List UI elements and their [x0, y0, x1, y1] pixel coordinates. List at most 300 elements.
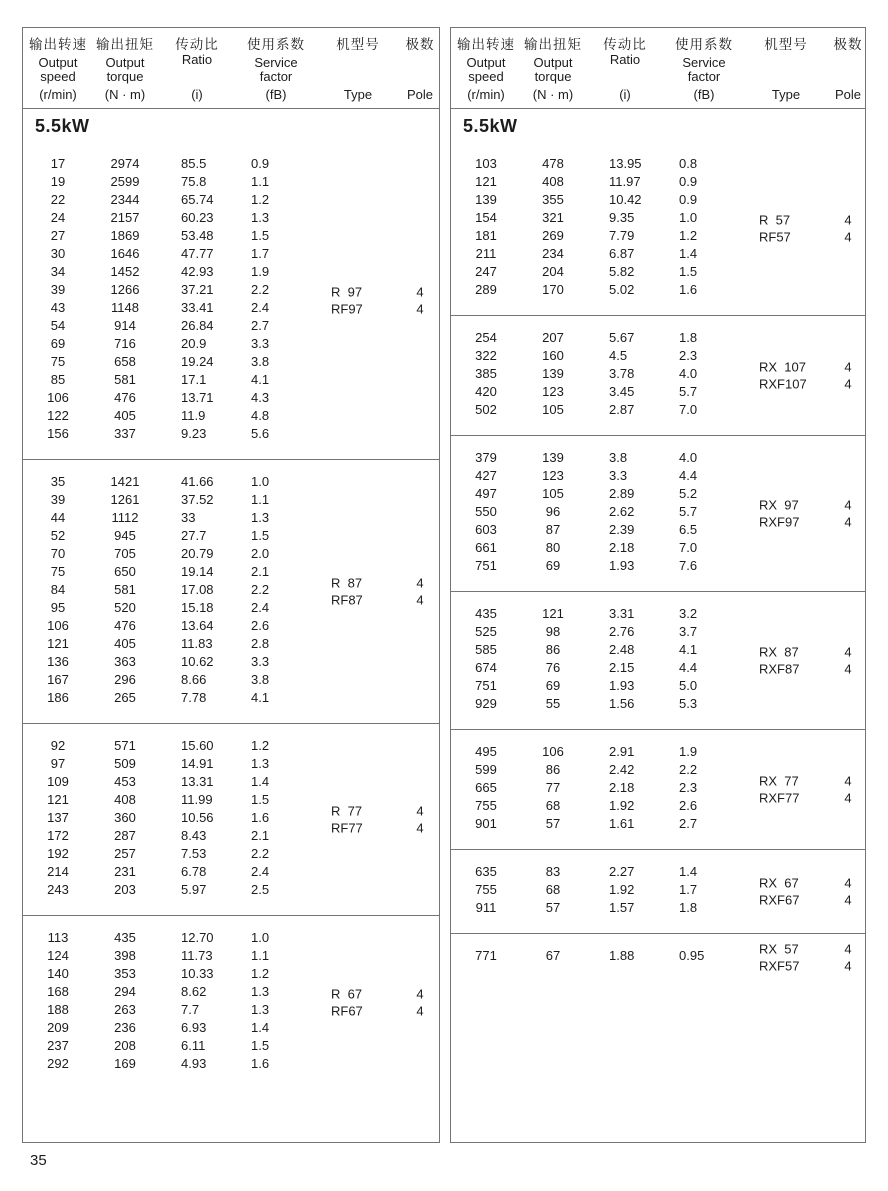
- output-torque-value: 337: [114, 426, 136, 441]
- output-speed-value: 214: [47, 864, 69, 879]
- pole-value: 4: [416, 575, 424, 590]
- column-header-zh-label: 输出转速: [457, 37, 515, 52]
- gear-ratio-group: [451, 933, 865, 981]
- output-torque-value: 83: [545, 864, 561, 879]
- output-torque-value: 1452: [110, 264, 140, 279]
- service-factor-value: 2.1: [251, 828, 270, 843]
- type-value: RF57: [759, 229, 791, 245]
- ratio-value: 15.18: [181, 600, 214, 615]
- pole-value: 4: [844, 212, 852, 227]
- type-pole-block: [743, 496, 867, 531]
- ratio-value: 17.1: [181, 372, 207, 387]
- output-speed-value: 243: [47, 882, 69, 897]
- rating-groups: [23, 142, 439, 1089]
- gear-ratio-group: [23, 915, 439, 1089]
- ratio-value: 17.08: [181, 582, 214, 597]
- service-factor-value: 1.3: [251, 984, 270, 999]
- type-row: [743, 643, 867, 661]
- ratio-value: 2.76: [609, 624, 635, 639]
- column-header-zh-label: 输出转速: [29, 37, 87, 52]
- output-torque-value: 67: [545, 948, 561, 963]
- output-torque-value: 294: [114, 984, 136, 999]
- pole-value: 4: [416, 1003, 424, 1019]
- service-factor-value: 1.5: [679, 264, 698, 279]
- ratio-value: 60.23: [181, 210, 214, 225]
- ratio-value: 11.97: [609, 174, 641, 189]
- pole-value: 4: [844, 497, 852, 512]
- service-factor-value: 1.7: [251, 246, 270, 261]
- ratio-value: 5.67: [609, 330, 635, 345]
- column-header-unit-label: (i): [191, 87, 203, 102]
- output-torque-value: 1421: [110, 474, 140, 489]
- output-torque-value: 77: [545, 780, 561, 795]
- power-rating-title: 5.5kW: [35, 116, 90, 136]
- ratio-value: 2.27: [609, 864, 635, 879]
- column-header-unit-label: (N · m): [532, 87, 574, 102]
- output-speed-value: 168: [47, 984, 69, 999]
- output-torque-value: 476: [114, 618, 136, 633]
- output-speed-value: 19: [50, 174, 66, 189]
- ratio-value: 2.62: [609, 504, 635, 519]
- output-torque-value: 398: [114, 948, 136, 963]
- output-speed-value: 121: [475, 174, 497, 189]
- service-factor-value: 1.8: [679, 900, 698, 915]
- output-torque-value: 203: [114, 882, 136, 897]
- ratio-value: 1.88: [609, 948, 635, 963]
- type-row: [743, 514, 867, 532]
- output-torque-value: 581: [114, 582, 136, 597]
- output-speed-value: 109: [47, 774, 69, 789]
- type-value: RF97: [331, 301, 363, 317]
- service-factor-value: 2.7: [251, 318, 270, 333]
- pole-value: 4: [844, 941, 852, 956]
- output-speed-value: 172: [47, 828, 69, 843]
- gear-ratio-group: [451, 315, 865, 435]
- output-torque-value: 57: [545, 900, 561, 915]
- output-torque-value: 121: [542, 606, 564, 621]
- output-speed-value: 771: [475, 948, 497, 963]
- column-header-ratio: [585, 33, 665, 102]
- service-factor-value: 1.2: [251, 192, 270, 207]
- type-value: R 67: [331, 986, 363, 1001]
- output-torque-value: 86: [545, 762, 561, 777]
- service-factor-value: 1.6: [679, 282, 698, 297]
- service-factor-value: 5.0: [679, 678, 698, 693]
- output-speed-value: 22: [50, 192, 66, 207]
- output-torque-value: 476: [114, 390, 136, 405]
- output-torque-value: 405: [114, 408, 136, 423]
- output-torque-value: 105: [542, 486, 564, 501]
- column-header-en-label: Ratio: [609, 52, 641, 67]
- output-speed-value: 599: [475, 762, 497, 777]
- service-factor-value: 1.1: [251, 948, 270, 963]
- column-header-pole: [829, 33, 867, 102]
- type-value: R 77: [331, 803, 363, 818]
- output-speed-value: 254: [475, 330, 497, 345]
- output-speed-value: 95: [50, 600, 66, 615]
- ratio-value: 1.56: [609, 696, 635, 711]
- output-speed-value: 292: [47, 1056, 69, 1071]
- column-header-unit-label: Pole: [406, 87, 434, 102]
- column-header-output-speed: [23, 33, 93, 102]
- service-factor-value: 0.8: [679, 156, 698, 171]
- service-factor-value: 2.6: [679, 798, 698, 813]
- pole-value: 4: [844, 514, 852, 530]
- type-value: RXF77: [759, 790, 800, 806]
- pole-value: 4: [416, 986, 424, 1001]
- output-torque-value: 139: [542, 366, 564, 381]
- output-torque-value: 705: [114, 546, 136, 561]
- gear-ratio-group: [451, 142, 865, 315]
- output-torque-value: 170: [542, 282, 564, 297]
- output-torque-value: 716: [114, 336, 136, 351]
- type-row: [743, 661, 867, 679]
- column-header-zh-label: 极数: [833, 37, 863, 52]
- output-speed-value: 122: [47, 408, 69, 423]
- type-value: RXF97: [759, 514, 800, 530]
- output-speed-value: 289: [475, 282, 497, 297]
- output-torque-value: 68: [545, 882, 561, 897]
- pole-value: 4: [416, 284, 424, 299]
- type-row: [743, 358, 867, 376]
- service-factor-value: 1.9: [679, 744, 698, 759]
- output-torque-value: 207: [542, 330, 564, 345]
- output-speed-value: 751: [475, 678, 497, 693]
- output-speed-value: 525: [475, 624, 497, 639]
- ratio-value: 15.60: [181, 738, 214, 753]
- output-speed-value: 181: [475, 228, 497, 243]
- output-speed-value: 75: [50, 354, 66, 369]
- column-header-output-speed: [451, 33, 521, 102]
- output-torque-value: 478: [542, 156, 564, 171]
- type-value: RXF87: [759, 661, 800, 677]
- ratio-value: 2.18: [609, 540, 635, 555]
- type-row: [315, 820, 439, 838]
- ratio-value: 37.52: [181, 492, 214, 507]
- ratio-value: 1.93: [609, 558, 635, 573]
- output-torque-value: 160: [542, 348, 564, 363]
- output-speed-value: 69: [50, 336, 66, 351]
- column-header-pole: [401, 33, 439, 102]
- service-factor-value: 5.6: [251, 426, 270, 441]
- output-torque-value: 945: [114, 528, 136, 543]
- output-speed-value: 35: [50, 474, 66, 489]
- output-torque-value: 69: [545, 558, 561, 573]
- output-torque-value: 1646: [110, 246, 140, 261]
- type-value: RXF67: [759, 892, 800, 908]
- column-header-en-label: Service factor: [682, 54, 726, 84]
- output-speed-value: 497: [475, 486, 497, 501]
- ratio-value: 65.74: [181, 192, 214, 207]
- output-torque-value: 571: [114, 738, 136, 753]
- service-factor-value: 6.5: [679, 522, 698, 537]
- type-row: [743, 892, 867, 910]
- column-header-zh-label: 机型号: [336, 37, 380, 52]
- ratio-value: 5.82: [609, 264, 635, 279]
- output-torque-value: 509: [114, 756, 136, 771]
- output-torque-value: 96: [545, 504, 561, 519]
- ratio-value: 3.8: [609, 450, 628, 465]
- pole-value: 4: [416, 592, 424, 608]
- pole-value: 4: [844, 892, 852, 908]
- service-factor-value: 3.8: [251, 354, 270, 369]
- service-factor-value: 1.4: [679, 246, 698, 261]
- output-speed-value: 585: [475, 642, 497, 657]
- ratio-value: 8.66: [181, 672, 207, 687]
- pole-value: 4: [416, 803, 424, 818]
- column-header-service-factor: [665, 33, 743, 102]
- type-pole-block: [743, 772, 867, 807]
- type-pole-block: [743, 940, 867, 975]
- service-factor-value: 4.3: [251, 390, 270, 405]
- service-factor-value: 2.3: [679, 348, 698, 363]
- output-torque-value: 68: [545, 798, 561, 813]
- ratio-value: 2.87: [609, 402, 635, 417]
- output-speed-value: 154: [475, 210, 497, 225]
- ratio-value: 4.5: [609, 348, 628, 363]
- ratio-value: 2.15: [609, 660, 635, 675]
- type-pole-block: [315, 283, 439, 318]
- type-value: R 57: [759, 212, 791, 227]
- ratio-value: 2.91: [609, 744, 635, 759]
- service-factor-value: 0.95: [679, 948, 705, 963]
- type-value: R 87: [331, 575, 363, 590]
- output-speed-value: 322: [475, 348, 497, 363]
- ratio-value: 13.95: [609, 156, 642, 171]
- column-header-unit-label: Type: [343, 87, 373, 102]
- output-speed-value: 385: [475, 366, 497, 381]
- service-factor-value: 1.3: [251, 210, 270, 225]
- gear-ratio-group: [451, 729, 865, 849]
- output-torque-value: 69: [545, 678, 561, 693]
- type-row: [743, 376, 867, 394]
- ratio-value: 1.61: [609, 816, 635, 831]
- ratio-value: 2.89: [609, 486, 635, 501]
- output-torque-value: 287: [114, 828, 136, 843]
- output-speed-value: 665: [475, 780, 497, 795]
- output-torque-value: 208: [114, 1038, 136, 1053]
- service-factor-value: 5.3: [679, 696, 698, 711]
- column-header-zh-label: 使用系数: [247, 37, 305, 52]
- ratio-value: 26.84: [181, 318, 214, 333]
- ratio-value: 10.62: [181, 654, 214, 669]
- ratio-value: 53.48: [181, 228, 214, 243]
- type-pole-block: [743, 358, 867, 393]
- output-torque-value: 105: [542, 402, 564, 417]
- ratio-value: 9.23: [181, 426, 207, 441]
- service-factor-value: 2.7: [679, 816, 698, 831]
- type-pole-block: [743, 874, 867, 909]
- ratio-value: 13.64: [181, 618, 214, 633]
- type-row: [743, 940, 867, 958]
- service-factor-value: 1.4: [251, 1020, 270, 1035]
- type-row: [743, 958, 867, 976]
- pole-value: 4: [844, 376, 852, 392]
- output-speed-value: 54: [50, 318, 66, 333]
- service-factor-value: 0.9: [679, 192, 698, 207]
- type-pole-block: [315, 802, 439, 837]
- service-factor-value: 4.1: [251, 372, 270, 387]
- output-speed-value: 43: [50, 300, 66, 315]
- output-speed-value: 209: [47, 1020, 69, 1035]
- service-factor-value: 1.2: [251, 966, 270, 981]
- output-speed-value: 30: [50, 246, 66, 261]
- output-speed-value: 379: [475, 450, 497, 465]
- column-header-unit-label: (N · m): [104, 87, 146, 102]
- output-speed-value: 92: [50, 738, 66, 753]
- type-row: [743, 229, 867, 247]
- output-speed-value: 137: [47, 810, 69, 825]
- gear-ratio-group: [451, 591, 865, 729]
- column-header-zh-label: 机型号: [764, 37, 808, 52]
- ratio-value: 42.93: [181, 264, 214, 279]
- service-factor-value: 1.6: [251, 1056, 270, 1071]
- output-torque-value: 98: [545, 624, 561, 639]
- type-row: [743, 211, 867, 229]
- column-header-output-torque: [93, 33, 157, 102]
- table-header: [451, 28, 865, 109]
- ratio-value: 7.7: [181, 1002, 200, 1017]
- service-factor-value: 1.9: [251, 264, 270, 279]
- output-torque-value: 353: [114, 966, 136, 981]
- spec-table-left-half: [22, 27, 440, 1143]
- service-factor-value: 5.7: [679, 384, 698, 399]
- type-value: RX 87: [759, 644, 799, 659]
- ratio-value: 8.62: [181, 984, 207, 999]
- service-factor-value: 2.1: [251, 564, 270, 579]
- service-factor-value: 4.1: [251, 690, 270, 705]
- gear-ratio-group: [451, 849, 865, 933]
- service-factor-value: 0.9: [679, 174, 698, 189]
- output-speed-value: 635: [475, 864, 497, 879]
- ratio-value: 13.71: [181, 390, 214, 405]
- output-torque-value: 405: [114, 636, 136, 651]
- column-header-unit-label: Pole: [834, 87, 862, 102]
- service-factor-value: 1.5: [251, 528, 270, 543]
- ratio-value: 6.93: [181, 1020, 207, 1035]
- service-factor-value: 4.8: [251, 408, 270, 423]
- output-speed-value: 188: [47, 1002, 69, 1017]
- type-value: RX 67: [759, 875, 799, 890]
- output-speed-value: 603: [475, 522, 497, 537]
- output-torque-value: 1869: [110, 228, 140, 243]
- ratio-value: 11.9: [181, 408, 206, 423]
- type-pole-block: [315, 574, 439, 609]
- output-torque-value: 123: [542, 468, 564, 483]
- output-torque-value: 2974: [110, 156, 140, 171]
- service-factor-value: 2.0: [251, 546, 270, 561]
- output-torque-value: 80: [545, 540, 561, 555]
- output-torque-value: 106: [542, 744, 564, 759]
- column-header-unit-label: (fB): [265, 87, 287, 102]
- output-torque-value: 269: [542, 228, 564, 243]
- output-torque-value: 265: [114, 690, 136, 705]
- output-torque-value: 1261: [110, 492, 140, 507]
- output-speed-value: 136: [47, 654, 69, 669]
- output-torque-value: 453: [114, 774, 136, 789]
- output-speed-value: 755: [475, 798, 497, 813]
- output-speed-value: 121: [47, 792, 69, 807]
- type-value: RXF107: [759, 376, 807, 392]
- column-header-zh-label: 传动比: [175, 37, 219, 52]
- ratio-value: 47.77: [181, 246, 214, 261]
- service-factor-value: 1.2: [251, 738, 270, 753]
- service-factor-value: 1.4: [251, 774, 270, 789]
- output-torque-value: 914: [114, 318, 136, 333]
- column-header-ratio: [157, 33, 237, 102]
- output-torque-value: 355: [542, 192, 564, 207]
- service-factor-value: 4.1: [679, 642, 698, 657]
- gear-ratio-group: [451, 435, 865, 591]
- output-speed-value: 39: [50, 492, 66, 507]
- type-value: RF67: [331, 1003, 363, 1019]
- pole-value: 4: [844, 661, 852, 677]
- output-speed-value: 75: [50, 564, 66, 579]
- output-torque-value: 263: [114, 1002, 136, 1017]
- ratio-value: 4.93: [181, 1056, 207, 1071]
- type-row: [315, 301, 439, 319]
- service-factor-value: 5.2: [679, 486, 698, 501]
- output-speed-value: 435: [475, 606, 497, 621]
- ratio-value: 11.73: [181, 948, 213, 963]
- output-speed-value: 44: [50, 510, 66, 525]
- output-speed-value: 929: [475, 696, 497, 711]
- service-factor-value: 7.0: [679, 540, 698, 555]
- ratio-value: 10.42: [609, 192, 642, 207]
- spec-table: [22, 27, 866, 1143]
- output-speed-value: 192: [47, 846, 69, 861]
- column-header-unit-label: (i): [619, 87, 631, 102]
- output-speed-value: 103: [475, 156, 497, 171]
- service-factor-value: 2.2: [251, 582, 270, 597]
- service-factor-value: 2.3: [679, 780, 698, 795]
- service-factor-value: 2.4: [251, 864, 270, 879]
- type-row: [743, 496, 867, 514]
- type-pole-block: [743, 643, 867, 678]
- service-factor-value: 1.0: [251, 930, 270, 945]
- type-value: RX 97: [759, 497, 799, 512]
- service-factor-value: 4.4: [679, 660, 698, 675]
- column-header-en-label: Output torque: [533, 54, 573, 84]
- output-torque-value: 2157: [110, 210, 140, 225]
- service-factor-value: 1.7: [679, 882, 698, 897]
- ratio-value: 37.21: [181, 282, 214, 297]
- service-factor-value: 2.2: [251, 846, 270, 861]
- output-torque-value: 257: [114, 846, 136, 861]
- service-factor-value: 1.1: [251, 174, 270, 189]
- service-factor-value: 1.4: [679, 864, 698, 879]
- service-factor-value: 3.3: [251, 654, 270, 669]
- service-factor-value: 1.3: [251, 510, 270, 525]
- rating-groups: [451, 142, 865, 981]
- gear-ratio-group: [23, 142, 439, 459]
- ratio-value: 85.5: [181, 156, 207, 171]
- output-torque-value: 520: [114, 600, 136, 615]
- ratio-value: 13.31: [181, 774, 214, 789]
- output-speed-value: 52: [50, 528, 66, 543]
- ratio-value: 2.18: [609, 780, 635, 795]
- ratio-value: 3.78: [609, 366, 635, 381]
- power-rating-title: 5.5kW: [463, 116, 518, 136]
- output-speed-value: 156: [47, 426, 69, 441]
- output-speed-value: 34: [50, 264, 66, 279]
- output-torque-value: 204: [542, 264, 564, 279]
- output-torque-value: 139: [542, 450, 564, 465]
- column-header-zh-label: 输出扭矩: [524, 37, 582, 52]
- ratio-value: 19.14: [181, 564, 214, 579]
- type-row: [743, 772, 867, 790]
- output-torque-value: 86: [545, 642, 561, 657]
